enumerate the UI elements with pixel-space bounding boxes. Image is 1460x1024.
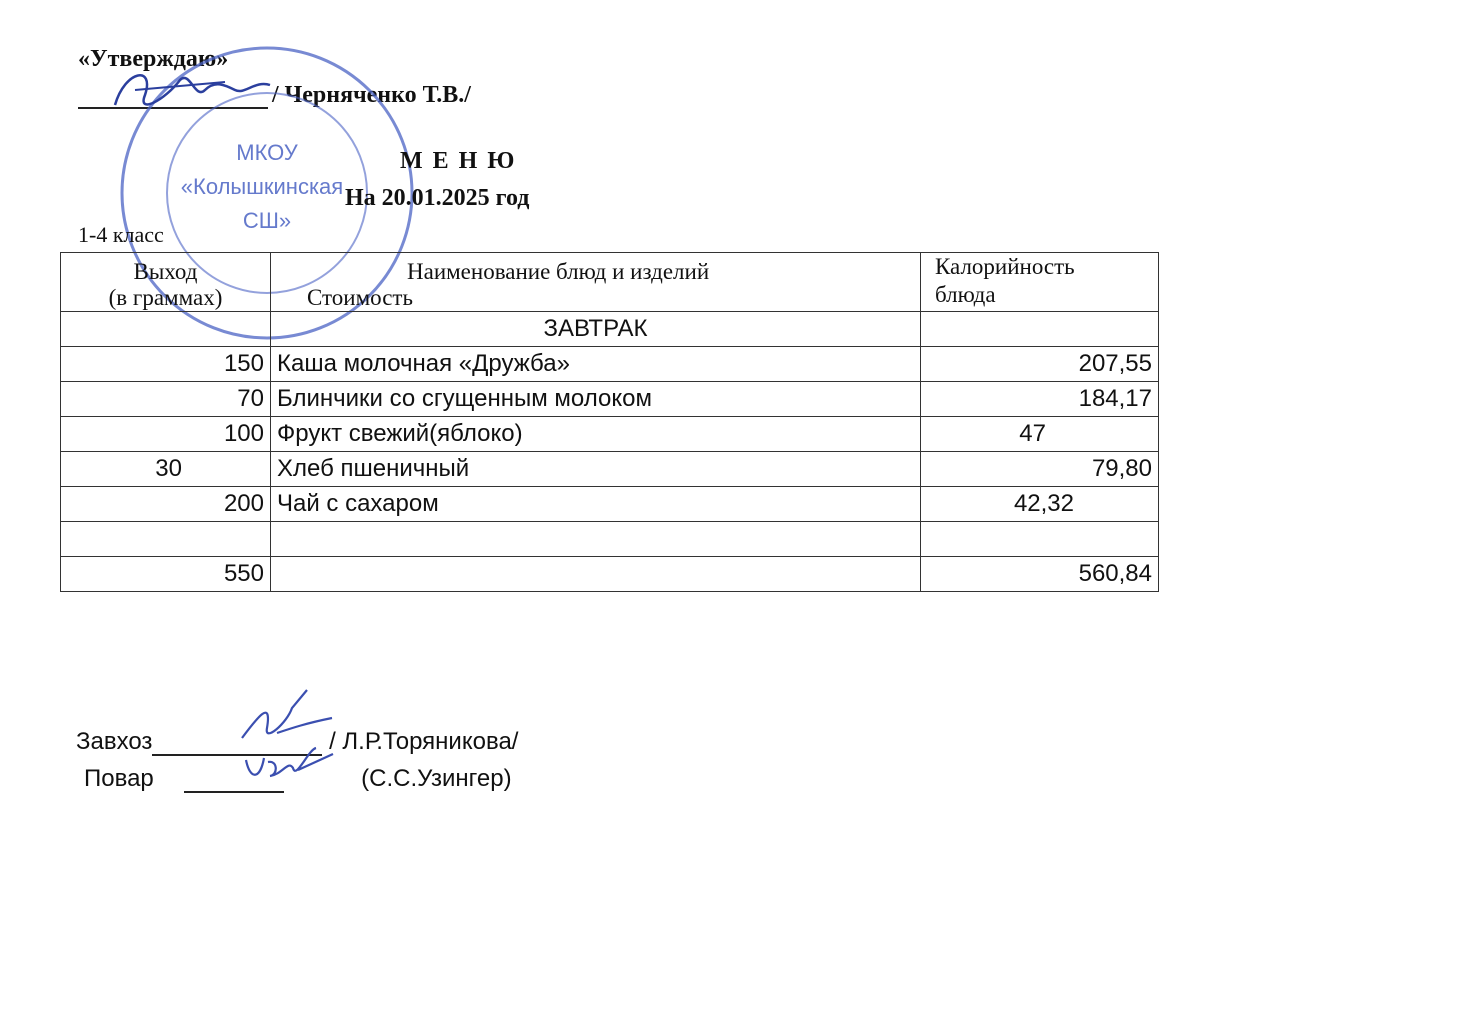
- row-name: Фрукт свежий(яблоко): [271, 417, 921, 452]
- stamp-line-2: «Колышкинская: [180, 174, 344, 199]
- row-name: Каша молочная «Дружба»: [271, 347, 921, 382]
- header-kcal: [921, 253, 1159, 312]
- cook-name: (С.С.Узингер): [361, 765, 512, 792]
- cook-line: [84, 765, 512, 793]
- table-row: [61, 382, 1159, 417]
- total-weight: 550: [61, 557, 271, 592]
- table-row: [61, 417, 1159, 452]
- empty-row: [61, 522, 1159, 557]
- row-weight: 70: [61, 382, 271, 417]
- total-row: [61, 557, 1159, 592]
- row-name: Чай с сахаром: [271, 487, 921, 522]
- row-weight: 150: [61, 347, 271, 382]
- table-row: [61, 487, 1159, 522]
- row-kcal: 207,55: [921, 347, 1159, 382]
- supply-manager-line: [76, 728, 518, 756]
- signature-blank: [184, 769, 284, 793]
- table-row: [61, 452, 1159, 487]
- stamp-line-1: МКОУ: [236, 140, 298, 165]
- supply-manager-role: Завхоз: [76, 728, 153, 755]
- approver-name: / Черняченко Т.В./: [272, 82, 471, 108]
- total-kcal: 560,84: [921, 557, 1159, 592]
- header-name-line1: Наименование блюд и изделий: [407, 259, 710, 284]
- row-weight: 200: [61, 487, 271, 522]
- row-kcal: 184,17: [921, 382, 1159, 417]
- row-weight: 30: [61, 452, 271, 487]
- approve-label: «Утверждаю»: [78, 46, 229, 72]
- table-row: [61, 347, 1159, 382]
- header-weight-line2: (в граммах): [108, 285, 223, 310]
- row-weight: 100: [61, 417, 271, 452]
- menu-title: М Е Н Ю: [400, 148, 517, 174]
- signature-blank: [152, 732, 322, 756]
- header-price: Стоимость: [307, 285, 413, 310]
- header-weight: [61, 253, 271, 312]
- header-kcal-line2: блюда: [935, 282, 996, 307]
- row-kcal: 79,80: [921, 452, 1159, 487]
- approver-line: [78, 82, 471, 109]
- signature-blank: [78, 85, 268, 109]
- row-name: Хлеб пшеничный: [271, 452, 921, 487]
- supply-manager-name: / Л.Р.Торяникова/: [329, 728, 519, 755]
- stamp-line-3: СШ»: [242, 208, 292, 233]
- grade-label: 1-4 класс: [78, 222, 164, 247]
- row-kcal: 42,32: [921, 487, 1159, 522]
- header-name: [271, 253, 921, 312]
- menu-date: На 20.01.2025 год: [345, 185, 530, 211]
- section-row: [61, 312, 1159, 347]
- cook-role: Повар: [84, 765, 154, 792]
- row-name: Блинчики со сгущенным молоком: [271, 382, 921, 417]
- section-label: ЗАВТРАК: [271, 312, 921, 347]
- menu-table: [60, 252, 1159, 592]
- table-header-row: [61, 253, 1159, 312]
- header-weight-line1: Выход: [133, 259, 198, 284]
- row-kcal: 47: [921, 417, 1159, 452]
- header-kcal-line1: Калорийность: [935, 254, 1075, 279]
